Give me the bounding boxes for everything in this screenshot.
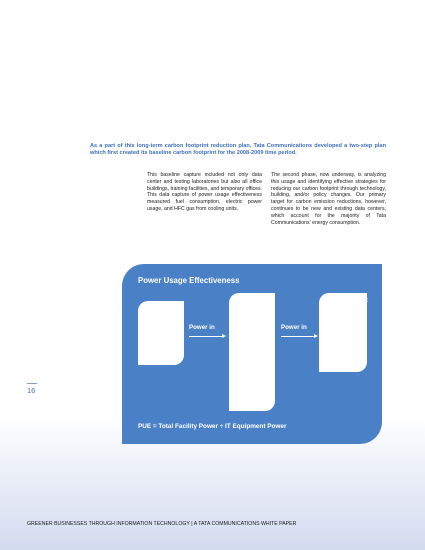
- footer-title: GREENER BUSINESSES THROUGH INFORMATION TECHNOLOGY: [27, 521, 190, 527]
- list-item: • UPS: [234, 351, 274, 358]
- body-column-right: The second phase, now underway, is analyzing this usage and identifying effective strategies for reducing our carbon footprint through technology, building, and/or policy changes. Our primary target for carbon emission reductions, however, continues to be new and existing data centers, which account for the majority of Tata Communications' energy consumption.: [271, 172, 386, 226]
- cooling-list: [234, 382, 274, 403]
- list-item: • Telco Equipment: [326, 351, 368, 365]
- cooling-heading: Cooling: [234, 382, 255, 388]
- intro-paragraph: As a part of this long-term carbon footprint reduction plan, Tata Communications developed a two-step plan which first created its baseline carbon footprint for the 2008-2009 time period.: [90, 143, 386, 157]
- utility-company-label: Utility Company: [144, 318, 175, 334]
- page-number-rule: [27, 383, 37, 384]
- footer-subtitle: A TATA COMMUNICATIONS WHITE PAPER: [193, 521, 297, 527]
- list-item: • Servers: [326, 337, 368, 344]
- power-heading: Power: [234, 337, 252, 343]
- it-equipment-power-title: IT Equipment Power: [326, 297, 368, 313]
- power-list: [234, 337, 274, 372]
- page-number: 16: [27, 386, 36, 395]
- power-in-label-2: Power in: [281, 324, 307, 331]
- footer-separator: |: [191, 521, 193, 527]
- list-item: • Chillers: [234, 389, 274, 396]
- pue-formula: PUE = Total Facility Power ÷ IT Equipment Power: [138, 423, 287, 430]
- list-item: • Switchgear: [234, 344, 274, 351]
- list-item: • Battery Backup: [234, 358, 274, 372]
- total-facility-power-title: Total Facility Power: [234, 297, 274, 313]
- pue-diagram-title: Power Usage Effectiveness: [138, 276, 240, 285]
- arrow-right-icon: [189, 336, 223, 337]
- power-in-label-1: Power in: [189, 324, 215, 331]
- list-item: • Storage: [326, 344, 368, 351]
- list-item: • CRACs: [234, 396, 274, 403]
- arrow-right-icon: [281, 336, 315, 337]
- body-column-left: This baseline capture included not only data center and testing laboratories but also all office buildings, training facilities, and temporary offices. This data capture of power usage effectiveness measured fuel consumption, electric power usage, and HFC gas from cooling units.: [147, 172, 262, 212]
- page-footer: [27, 521, 296, 527]
- it-equipment-list: [326, 337, 368, 365]
